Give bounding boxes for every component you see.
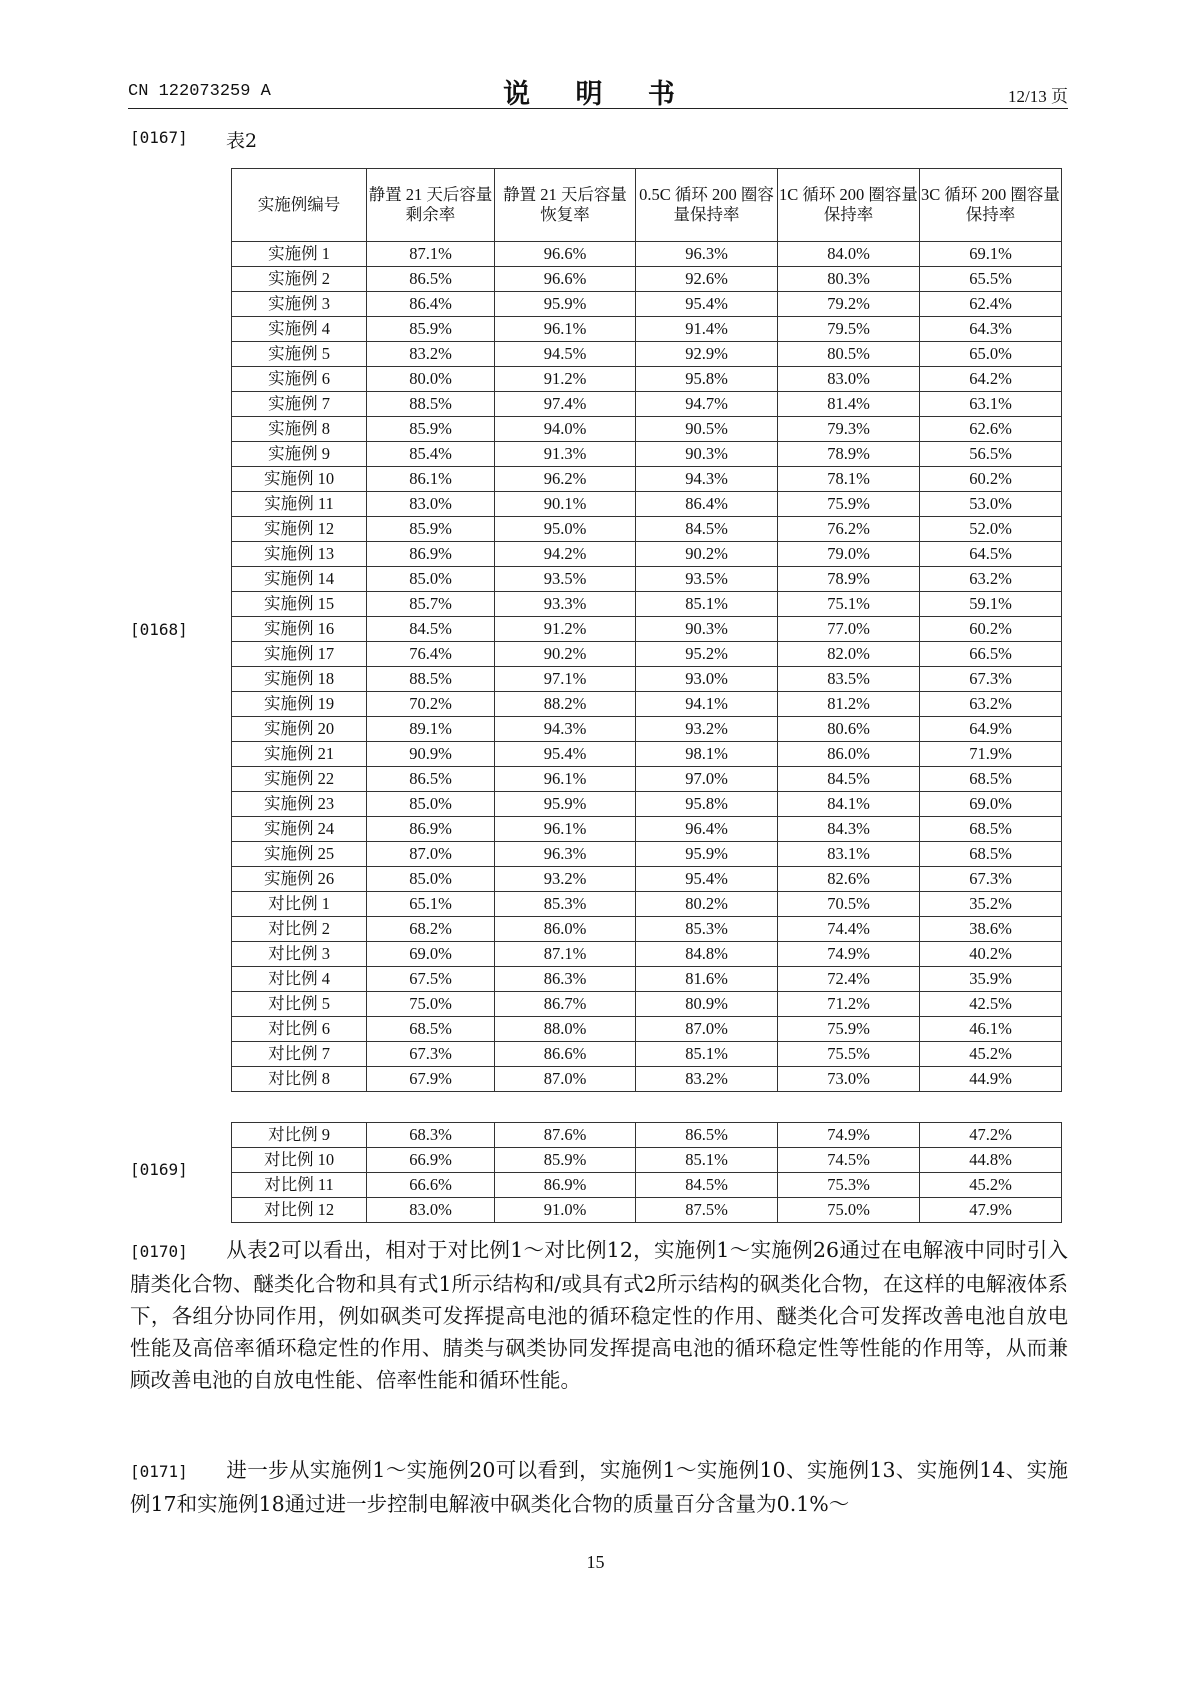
table-row: [232, 417, 1062, 442]
table-cell-value: 94.2%: [495, 542, 636, 567]
table-cell-example-id: 实施例 5: [232, 342, 367, 367]
table-cell-value: 96.1%: [495, 317, 636, 342]
table-row: [232, 342, 1062, 367]
table-cell-value: 60.2%: [920, 467, 1062, 492]
paragraph-number-0168: [0168]: [130, 620, 188, 639]
table-cell-value: 86.9%: [495, 1173, 636, 1198]
table-cell-value: 79.5%: [778, 317, 920, 342]
table-cell-value: 95.9%: [495, 292, 636, 317]
table-cell-value: 67.3%: [920, 667, 1062, 692]
table-cell-example-id: 对比例 11: [232, 1173, 367, 1198]
table-cell-value: 87.1%: [495, 942, 636, 967]
table-cell-value: 75.9%: [778, 492, 920, 517]
table-cell-value: 89.1%: [367, 717, 495, 742]
table-cell-value: 79.0%: [778, 542, 920, 567]
table-cell-value: 94.3%: [636, 467, 778, 492]
table-cell-value: 44.8%: [920, 1148, 1062, 1173]
table-row: [232, 542, 1062, 567]
table-cell-value: 60.2%: [920, 617, 1062, 642]
table-row: [232, 492, 1062, 517]
table-cell-value: 94.0%: [495, 417, 636, 442]
table-cell-example-id: 实施例 13: [232, 542, 367, 567]
table-cell-value: 86.7%: [495, 992, 636, 1017]
paragraph-0171-text: 进一步从实施例1～实施例20可以看到，实施例1～实施例10、实施例13、实施例14、实施例17和实施例18通过进一步控制电解液中砜类化合物的质量百分含量为0.1%～: [130, 1458, 1068, 1516]
table-cell-value: 75.1%: [778, 592, 920, 617]
table-cell-value: 96.6%: [495, 242, 636, 267]
table-cell-value: 87.6%: [495, 1123, 636, 1148]
paragraph-number-0170: [0170]: [130, 1242, 188, 1261]
table-cell-value: 83.5%: [778, 667, 920, 692]
table-cell-example-id: 实施例 6: [232, 367, 367, 392]
table-cell-value: 93.5%: [495, 567, 636, 592]
table-cell-value: 85.1%: [636, 592, 778, 617]
table-cell-value: 64.2%: [920, 367, 1062, 392]
paragraph-0170-text: 从表2可以看出，相对于对比例1～对比例12，实施例1～实施例26通过在电解液中同时引入腈类化合物、醚类化合物和具有式1所示结构和/或具有式2所示结构的砜类化合物，在这样的电解液体系下，各组分协同作用，例如砜类可发挥提高电池的循环稳定性的作用、醚类化合可发挥改善电池自放电性能及高倍率循环稳定性的作用、腈类与砜类协同发挥提高电池的循环稳定性等性能的作用等，从而兼顾改善电池的自放电性能、倍率性能和循环性能。: [130, 1238, 1068, 1392]
table-cell-example-id: 对比例 10: [232, 1148, 367, 1173]
table-cell-value: 72.4%: [778, 967, 920, 992]
table-cell-value: 91.2%: [495, 617, 636, 642]
table-cell-value: 62.6%: [920, 417, 1062, 442]
table-cell-value: 96.1%: [495, 767, 636, 792]
table-cell-value: 97.1%: [495, 667, 636, 692]
table-cell-value: 66.9%: [367, 1148, 495, 1173]
table-cell-value: 65.1%: [367, 892, 495, 917]
col-header-example-id: 实施例编号: [232, 169, 367, 242]
table-cell-value: 90.2%: [495, 642, 636, 667]
table-cell-value: 86.5%: [367, 767, 495, 792]
table-cell-value: 87.5%: [636, 1198, 778, 1223]
table-row: [232, 767, 1062, 792]
table-cell-value: 95.2%: [636, 642, 778, 667]
table-cell-value: 66.6%: [367, 1173, 495, 1198]
table-cell-value: 96.6%: [495, 267, 636, 292]
paragraph-number-0167: [0167]: [130, 128, 188, 147]
table-cell-example-id: 实施例 20: [232, 717, 367, 742]
table-row: [232, 292, 1062, 317]
table-row: [232, 867, 1062, 892]
table-row: [232, 842, 1062, 867]
table-cell-example-id: 实施例 14: [232, 567, 367, 592]
table-cell-value: 93.5%: [636, 567, 778, 592]
table-row: [232, 1198, 1062, 1223]
table-cell-value: 96.4%: [636, 817, 778, 842]
data-table: [231, 168, 1062, 1092]
table-cell-value: 80.0%: [367, 367, 495, 392]
table-cell-value: 80.6%: [778, 717, 920, 742]
table-cell-value: 71.9%: [920, 742, 1062, 767]
table-cell-value: 69.1%: [920, 242, 1062, 267]
table-cell-value: 68.3%: [367, 1123, 495, 1148]
table-cell-value: 74.5%: [778, 1148, 920, 1173]
table-cell-value: 86.5%: [636, 1123, 778, 1148]
table-row: [232, 667, 1062, 692]
table-cell-example-id: 对比例 7: [232, 1042, 367, 1067]
table-cell-example-id: 实施例 16: [232, 617, 367, 642]
table-cell-value: 45.2%: [920, 1042, 1062, 1067]
table-cell-value: 93.3%: [495, 592, 636, 617]
data-table-continued: [231, 1122, 1062, 1223]
table-cell-value: 45.2%: [920, 1173, 1062, 1198]
table-cell-value: 94.7%: [636, 392, 778, 417]
col-header-remaining-capacity: 静置 21 天后容量剩余率: [367, 169, 495, 242]
table-cell-example-id: 实施例 24: [232, 817, 367, 842]
table-cell-example-id: 对比例 4: [232, 967, 367, 992]
table-cell-value: 79.3%: [778, 417, 920, 442]
table-cell-value: 86.5%: [367, 267, 495, 292]
table-row: [232, 917, 1062, 942]
table-row: [232, 617, 1062, 642]
table-cell-value: 84.1%: [778, 792, 920, 817]
table-cell-example-id: 对比例 2: [232, 917, 367, 942]
table-cell-value: 98.1%: [636, 742, 778, 767]
table-cell-example-id: 实施例 26: [232, 867, 367, 892]
table-cell-value: 90.1%: [495, 492, 636, 517]
col-header-3c-retention: 3C 循环 200 圈容量保持率: [920, 169, 1062, 242]
table-cell-value: 47.2%: [920, 1123, 1062, 1148]
table-row: [232, 992, 1062, 1017]
table-cell-value: 76.2%: [778, 517, 920, 542]
table-cell-value: 62.4%: [920, 292, 1062, 317]
table-cell-value: 75.9%: [778, 1017, 920, 1042]
table-cell-value: 86.9%: [367, 817, 495, 842]
table-cell-value: 91.0%: [495, 1198, 636, 1223]
table-cell-value: 85.0%: [367, 792, 495, 817]
table-cell-value: 40.2%: [920, 942, 1062, 967]
table-cell-value: 68.2%: [367, 917, 495, 942]
table-cell-example-id: 实施例 8: [232, 417, 367, 442]
table-cell-value: 44.9%: [920, 1067, 1062, 1092]
table-row: [232, 592, 1062, 617]
table-cell-value: 95.9%: [636, 842, 778, 867]
table-cell-value: 76.4%: [367, 642, 495, 667]
table-cell-example-id: 实施例 22: [232, 767, 367, 792]
table-cell-value: 74.4%: [778, 917, 920, 942]
table-cell-value: 75.3%: [778, 1173, 920, 1198]
table-cell-example-id: 对比例 5: [232, 992, 367, 1017]
table-cell-example-id: 实施例 21: [232, 742, 367, 767]
table-cell-value: 94.5%: [495, 342, 636, 367]
table-cell-value: 68.5%: [367, 1017, 495, 1042]
table-cell-value: 67.9%: [367, 1067, 495, 1092]
table-cell-value: 80.3%: [778, 267, 920, 292]
table-row: [232, 942, 1062, 967]
table-cell-example-id: 实施例 12: [232, 517, 367, 542]
table-cell-value: 83.1%: [778, 842, 920, 867]
table-cell-value: 94.1%: [636, 692, 778, 717]
table-cell-value: 83.0%: [367, 492, 495, 517]
table-cell-value: 87.1%: [367, 242, 495, 267]
table-cell-value: 92.9%: [636, 342, 778, 367]
document-title: 说 明 书: [503, 79, 693, 110]
table-cell-value: 95.0%: [495, 517, 636, 542]
table-cell-value: 85.3%: [636, 917, 778, 942]
table-row: [232, 817, 1062, 842]
table-cell-value: 81.2%: [778, 692, 920, 717]
table-cell-value: 96.3%: [495, 842, 636, 867]
table-cell-value: 91.2%: [495, 367, 636, 392]
table-cell-value: 63.1%: [920, 392, 1062, 417]
table-row: [232, 1067, 1062, 1092]
table-cell-value: 95.4%: [636, 867, 778, 892]
table-cell-value: 85.3%: [495, 892, 636, 917]
table-cell-value: 74.9%: [778, 942, 920, 967]
table-cell-value: 84.5%: [636, 1173, 778, 1198]
table-cell-example-id: 实施例 1: [232, 242, 367, 267]
table-cell-value: 86.3%: [495, 967, 636, 992]
table-cell-value: 90.5%: [636, 417, 778, 442]
table-row: [232, 567, 1062, 592]
table-cell-value: 91.3%: [495, 442, 636, 467]
table-cell-value: 63.2%: [920, 692, 1062, 717]
table-row: [232, 442, 1062, 467]
table-cell-value: 73.0%: [778, 1067, 920, 1092]
table-cell-value: 42.5%: [920, 992, 1062, 1017]
table-cell-value: 90.3%: [636, 442, 778, 467]
document-number: CN 122073259 A: [128, 82, 271, 101]
table-cell-value: 96.2%: [495, 467, 636, 492]
table-cell-value: 84.3%: [778, 817, 920, 842]
col-header-recovery-capacity: 静置 21 天后容量恢复率: [495, 169, 636, 242]
table-cell-value: 80.5%: [778, 342, 920, 367]
table-cell-value: 69.0%: [920, 792, 1062, 817]
table-cell-value: 70.2%: [367, 692, 495, 717]
paragraph-number-0171: [0171]: [130, 1462, 188, 1481]
table-cell-value: 81.6%: [636, 967, 778, 992]
table-cell-value: 59.1%: [920, 592, 1062, 617]
table-cell-value: 85.9%: [367, 417, 495, 442]
table-row: [232, 367, 1062, 392]
table-cell-value: 84.8%: [636, 942, 778, 967]
table-cell-value: 86.0%: [495, 917, 636, 942]
table-cell-example-id: 实施例 19: [232, 692, 367, 717]
table-cell-value: 85.1%: [636, 1042, 778, 1067]
table-cell-value: 63.2%: [920, 567, 1062, 592]
table-cell-value: 88.0%: [495, 1017, 636, 1042]
page-header: [128, 70, 1068, 110]
table-cell-value: 91.4%: [636, 317, 778, 342]
table-cell-value: 35.9%: [920, 967, 1062, 992]
table-cell-value: 90.3%: [636, 617, 778, 642]
table-cell-example-id: 实施例 10: [232, 467, 367, 492]
table-cell-value: 84.5%: [778, 767, 920, 792]
table-cell-value: 92.6%: [636, 267, 778, 292]
table-cell-value: 66.5%: [920, 642, 1062, 667]
table-cell-value: 53.0%: [920, 492, 1062, 517]
table-cell-value: 64.5%: [920, 542, 1062, 567]
table-row: [232, 717, 1062, 742]
table-cell-value: 77.0%: [778, 617, 920, 642]
table-cell-value: 87.0%: [495, 1067, 636, 1092]
table-row: [232, 317, 1062, 342]
table-cell-example-id: 实施例 23: [232, 792, 367, 817]
table-cell-value: 94.3%: [495, 717, 636, 742]
table-cell-value: 56.5%: [920, 442, 1062, 467]
table-cell-example-id: 实施例 3: [232, 292, 367, 317]
table-cell-value: 85.9%: [367, 517, 495, 542]
table-cell-value: 78.1%: [778, 467, 920, 492]
table-cell-value: 88.5%: [367, 392, 495, 417]
table-cell-value: 83.2%: [636, 1067, 778, 1092]
table-cell-value: 68.5%: [920, 767, 1062, 792]
table-cell-value: 88.2%: [495, 692, 636, 717]
table-cell-value: 86.9%: [367, 542, 495, 567]
table-cell-example-id: 实施例 18: [232, 667, 367, 692]
table-cell-example-id: 对比例 8: [232, 1067, 367, 1092]
table-cell-example-id: 对比例 1: [232, 892, 367, 917]
table-header-row: [232, 169, 1062, 242]
table-cell-value: 75.5%: [778, 1042, 920, 1067]
table-cell-value: 80.2%: [636, 892, 778, 917]
table-row: [232, 467, 1062, 492]
page-of-indicator: 12/13 页: [1008, 87, 1068, 106]
table-row: [232, 267, 1062, 292]
table-cell-example-id: 实施例 7: [232, 392, 367, 417]
table-cell-value: 68.5%: [920, 842, 1062, 867]
table-row: [232, 517, 1062, 542]
table-cell-value: 65.5%: [920, 267, 1062, 292]
table-cell-value: 75.0%: [778, 1198, 920, 1223]
table-cell-value: 35.2%: [920, 892, 1062, 917]
table-cell-value: 85.1%: [636, 1148, 778, 1173]
table-cell-value: 52.0%: [920, 517, 1062, 542]
table-cell-example-id: 实施例 2: [232, 267, 367, 292]
table-cell-value: 86.6%: [495, 1042, 636, 1067]
table-cell-value: 38.6%: [920, 917, 1062, 942]
table-row: [232, 242, 1062, 267]
table-row: [232, 1173, 1062, 1198]
table-cell-value: 82.6%: [778, 867, 920, 892]
table-cell-example-id: 对比例 3: [232, 942, 367, 967]
table-cell-value: 85.9%: [495, 1148, 636, 1173]
table-cell-example-id: 实施例 11: [232, 492, 367, 517]
table-cell-value: 65.0%: [920, 342, 1062, 367]
table-cell-value: 47.9%: [920, 1198, 1062, 1223]
table-cell-example-id: 实施例 25: [232, 842, 367, 867]
table-cell-value: 85.0%: [367, 867, 495, 892]
paragraph-0171: [130, 1454, 1068, 1520]
table-cell-value: 82.0%: [778, 642, 920, 667]
table-cell-value: 96.1%: [495, 817, 636, 842]
table-cell-value: 85.7%: [367, 592, 495, 617]
table-cell-value: 90.9%: [367, 742, 495, 767]
table-cell-value: 84.5%: [636, 517, 778, 542]
table-cell-value: 69.0%: [367, 942, 495, 967]
table-row: [232, 1123, 1062, 1148]
table-cell-value: 86.4%: [367, 292, 495, 317]
table-cell-example-id: 对比例 6: [232, 1017, 367, 1042]
table-cell-example-id: 实施例 9: [232, 442, 367, 467]
table-cell-value: 86.4%: [636, 492, 778, 517]
table-row: [232, 692, 1062, 717]
table-cell-value: 75.0%: [367, 992, 495, 1017]
table-cell-example-id: 实施例 4: [232, 317, 367, 342]
col-header-1c-retention: 1C 循环 200 圈容量保持率: [778, 169, 920, 242]
table-title: 表2: [226, 130, 258, 152]
table-row: [232, 1017, 1062, 1042]
table-cell-value: 67.3%: [367, 1042, 495, 1067]
table-cell-value: 81.4%: [778, 392, 920, 417]
table-cell-value: 46.1%: [920, 1017, 1062, 1042]
table-cell-value: 97.0%: [636, 767, 778, 792]
table-cell-value: 87.0%: [636, 1017, 778, 1042]
header-rule: [128, 108, 1068, 109]
table-cell-value: 83.0%: [778, 367, 920, 392]
table-cell-value: 85.0%: [367, 567, 495, 592]
table-cell-value: 86.0%: [778, 742, 920, 767]
table-cell-value: 74.9%: [778, 1123, 920, 1148]
table-row: [232, 742, 1062, 767]
table-cell-value: 88.5%: [367, 667, 495, 692]
table-cell-value: 90.2%: [636, 542, 778, 567]
table-row: [232, 892, 1062, 917]
table-cell-value: 68.5%: [920, 817, 1062, 842]
table-cell-value: 95.4%: [495, 742, 636, 767]
table-cell-value: 84.0%: [778, 242, 920, 267]
table-cell-value: 83.2%: [367, 342, 495, 367]
table-cell-value: 78.9%: [778, 567, 920, 592]
table-cell-value: 96.3%: [636, 242, 778, 267]
table-cell-value: 64.9%: [920, 717, 1062, 742]
table-cell-value: 93.0%: [636, 667, 778, 692]
table-cell-value: 95.8%: [636, 792, 778, 817]
col-header-0-5c-retention: 0.5C 循环 200 圈容量保持率: [636, 169, 778, 242]
table-cell-value: 95.8%: [636, 367, 778, 392]
table-row: [232, 792, 1062, 817]
table-row: [232, 642, 1062, 667]
page-number: 15: [586, 1552, 605, 1572]
table-row: [232, 392, 1062, 417]
table-row: [232, 967, 1062, 992]
table-cell-value: 80.9%: [636, 992, 778, 1017]
table-cell-value: 83.0%: [367, 1198, 495, 1223]
paragraph-number-0169: [0169]: [130, 1160, 188, 1179]
table-cell-value: 67.3%: [920, 867, 1062, 892]
table-cell-example-id: 实施例 15: [232, 592, 367, 617]
table-cell-value: 70.5%: [778, 892, 920, 917]
table-cell-value: 97.4%: [495, 392, 636, 417]
table-cell-example-id: 实施例 17: [232, 642, 367, 667]
table-cell-value: 71.2%: [778, 992, 920, 1017]
table-cell-value: 93.2%: [636, 717, 778, 742]
table-cell-value: 86.1%: [367, 467, 495, 492]
table-cell-value: 79.2%: [778, 292, 920, 317]
table-cell-value: 85.9%: [367, 317, 495, 342]
table-cell-example-id: 对比例 9: [232, 1123, 367, 1148]
table-cell-value: 64.3%: [920, 317, 1062, 342]
table-cell-value: 67.5%: [367, 967, 495, 992]
table-cell-value: 87.0%: [367, 842, 495, 867]
table-row: [232, 1148, 1062, 1173]
table-row: [232, 1042, 1062, 1067]
table-cell-value: 85.4%: [367, 442, 495, 467]
table-cell-value: 95.4%: [636, 292, 778, 317]
table-cell-value: 93.2%: [495, 867, 636, 892]
table-cell-example-id: 对比例 12: [232, 1198, 367, 1223]
table-cell-value: 84.5%: [367, 617, 495, 642]
table-cell-value: 95.9%: [495, 792, 636, 817]
paragraph-0170: [130, 1234, 1068, 1396]
table-cell-value: 78.9%: [778, 442, 920, 467]
